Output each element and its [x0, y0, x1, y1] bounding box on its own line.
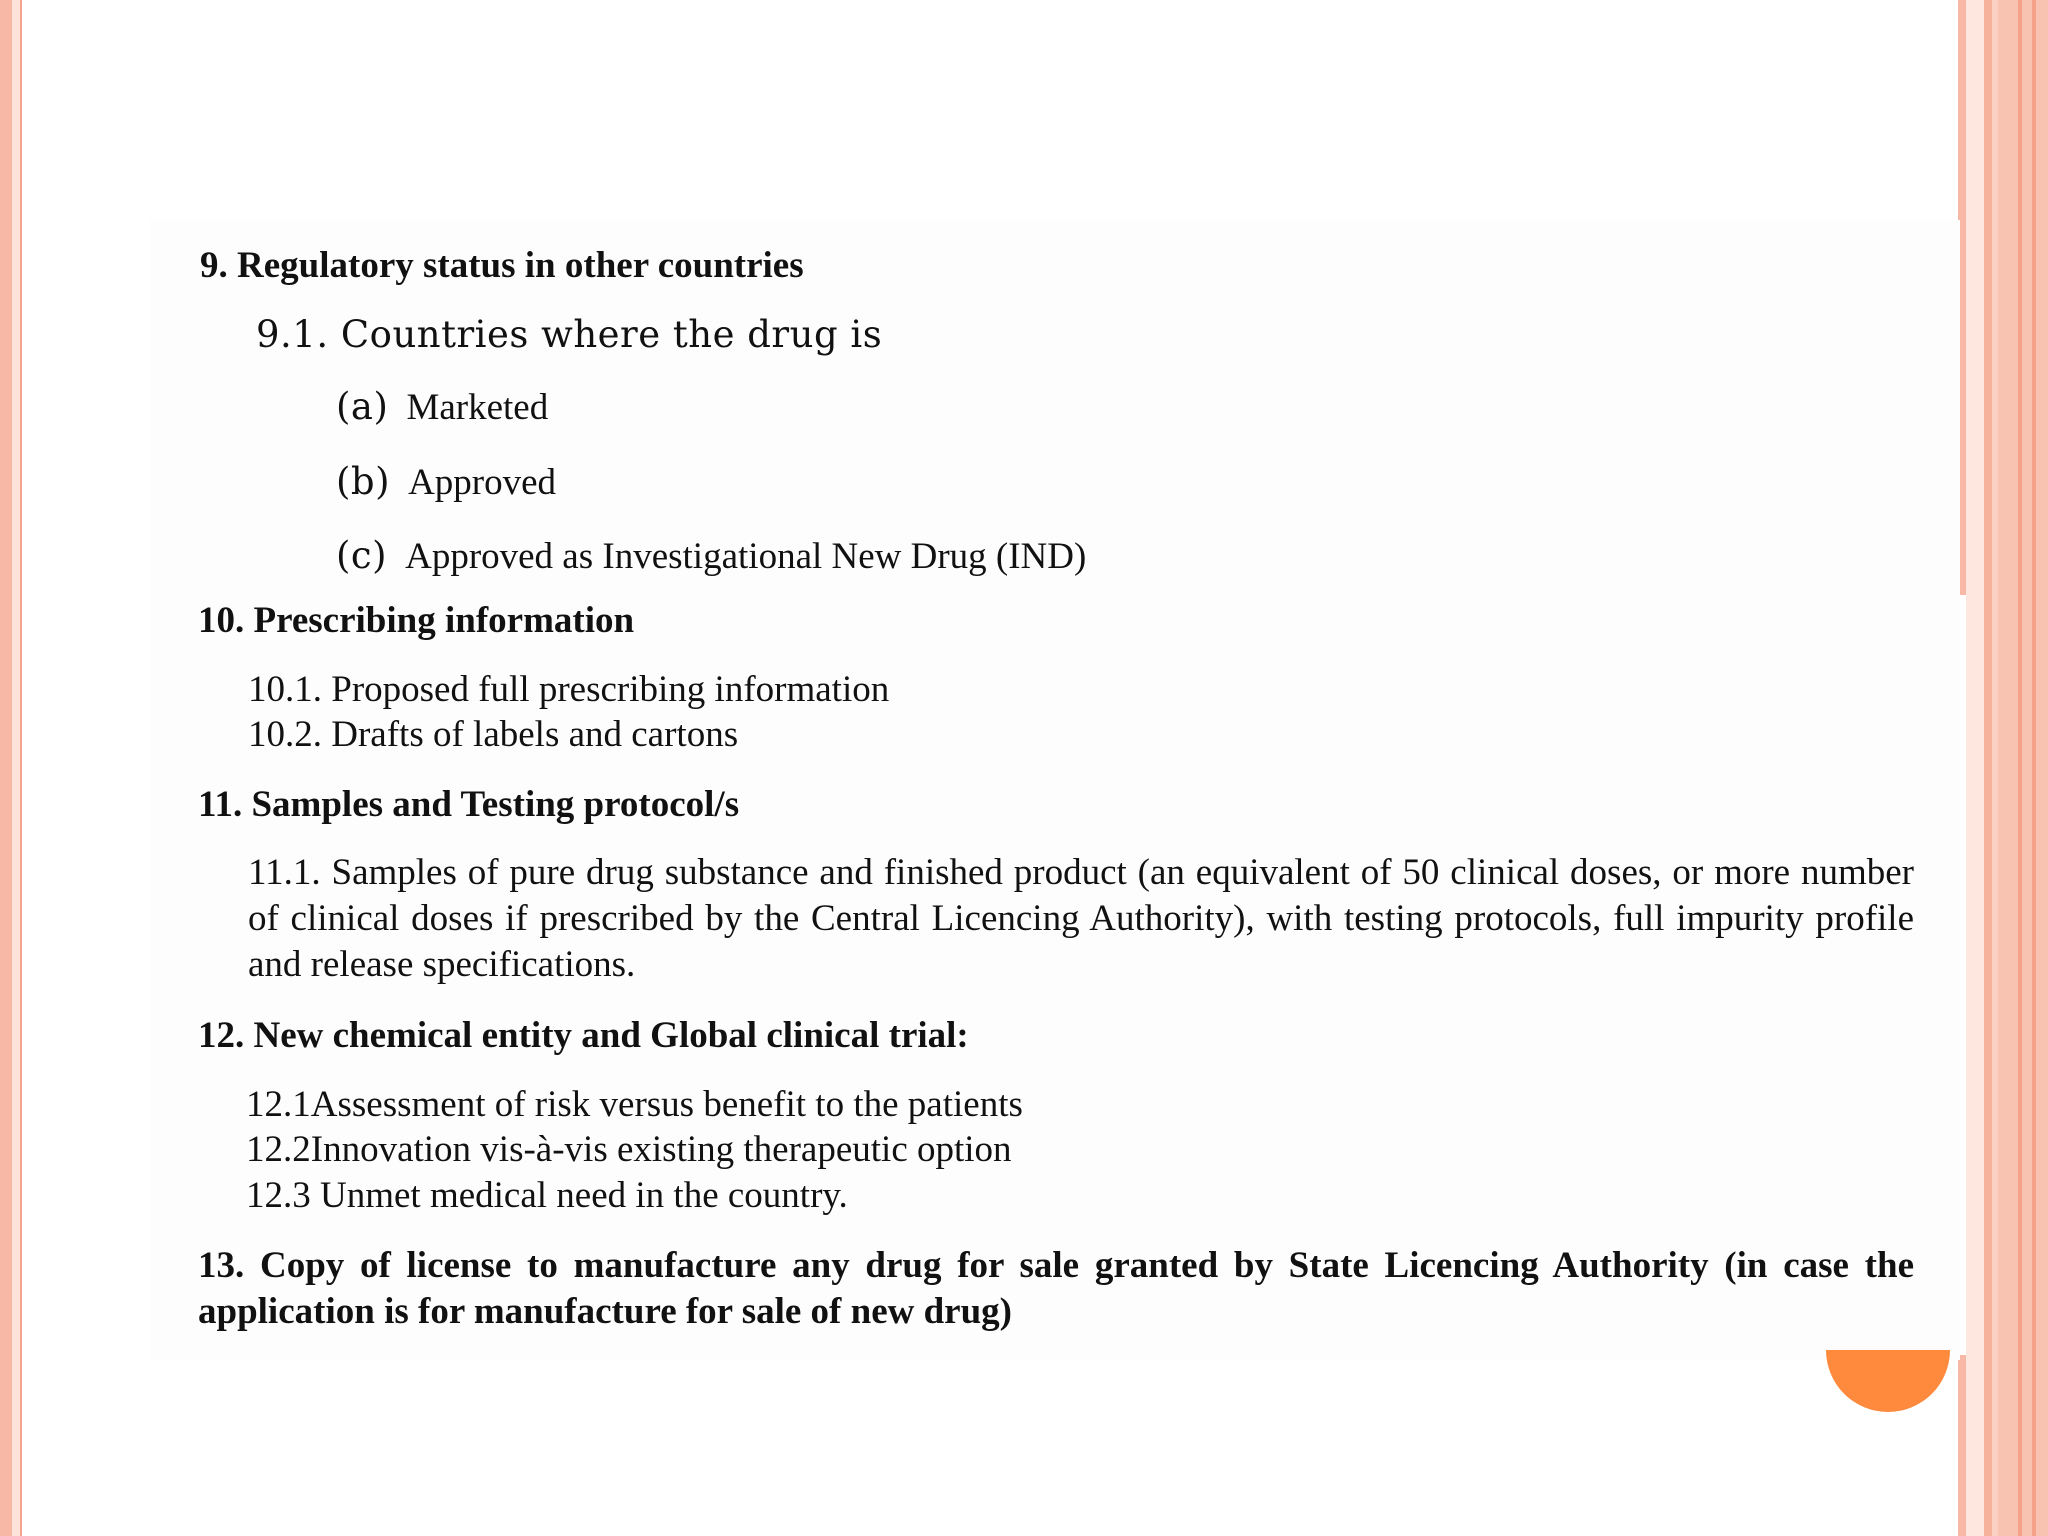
subsection-12-3: 12.3 Unmet medical need in the country. [246, 1175, 848, 1216]
subsection-10-1: 10.1. Proposed full prescribing information [248, 669, 890, 710]
list-item-text: Approved [408, 462, 557, 503]
list-item-c [336, 533, 1086, 580]
list-item-text: Marketed [406, 387, 549, 428]
section-10-heading: 10. Prescribing information [198, 600, 635, 641]
subsection-12-1: 12.1Assessment of risk versus benefit to the patients [246, 1084, 1023, 1125]
section-12-heading: 12. New chemical entity and Global clinical trial: [198, 1015, 969, 1056]
section-9-heading: 9. Regulatory status in other countries [200, 245, 804, 286]
list-item-label: (a) [336, 385, 389, 428]
subsection-11-1: 11.1. Samples of pure drug substance and finished product (an equivalent of 50 clinical doses, or more number of clinical doses if prescribed by the Central Licencing Authority), with testing protocols, full impurity profile and release specifications. [248, 852, 1914, 985]
list-item-b [336, 459, 556, 506]
list-item-label: (c) [336, 534, 388, 577]
section-11-heading: 11. Samples and Testing protocol/s [198, 784, 740, 825]
subsection-10-2: 10.2. Drafts of labels and cartons [248, 714, 739, 755]
list-item-a [336, 384, 548, 431]
subsection-12-2: 12.2Innovation vis-à-vis existing therapeutic option [246, 1129, 1012, 1170]
list-item-label: (b) [336, 460, 391, 503]
subsection-9-1: 9.1. Countries where the drug is [256, 313, 883, 356]
list-item-text: Approved as Investigational New Drug (IND) [405, 536, 1087, 577]
section-13-heading: 13. Copy of license to manufacture any drug for sale granted by State Licencing Authority (in case the application is for manufacture for sale of new drug) [198, 1245, 1914, 1332]
